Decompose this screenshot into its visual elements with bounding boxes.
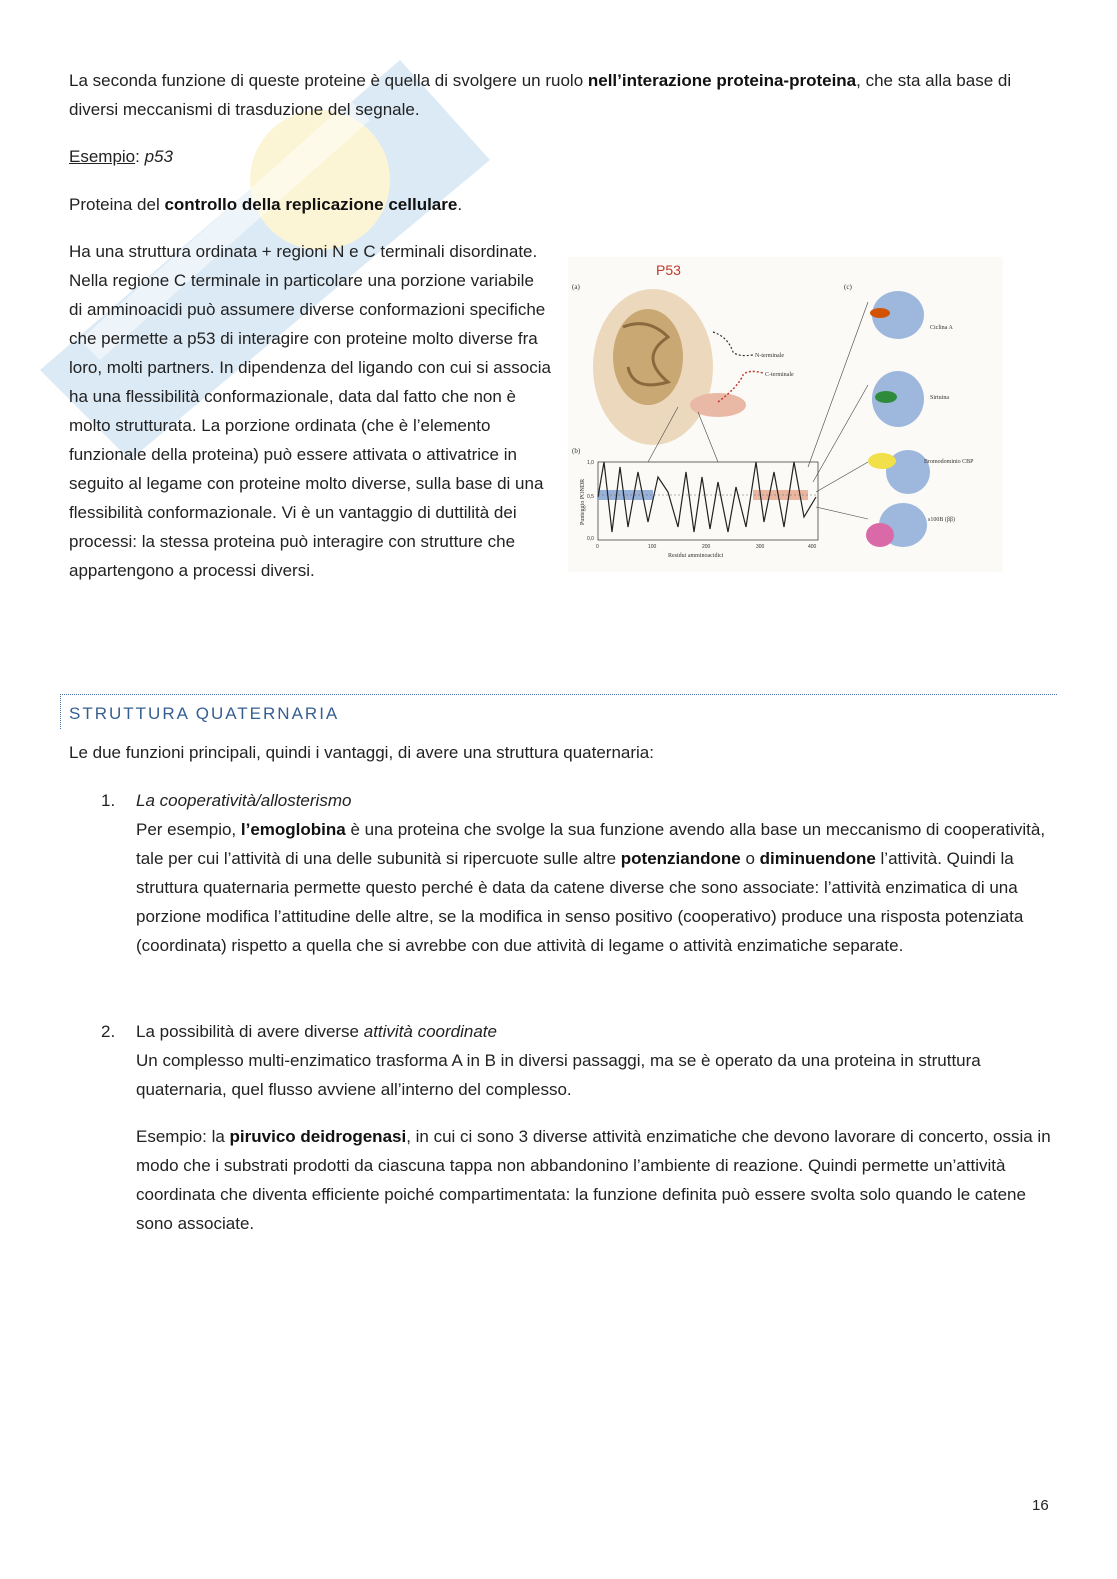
figure-label-b: (b) <box>572 447 581 455</box>
svg-text:Sirtuina: Sirtuina <box>930 395 949 401</box>
example-p53: Esempio: p53 <box>69 147 173 166</box>
item2-example: Esempio: la piruvico deidrogenasi, in cui ci sono 3 diverse attività enzimatiche che devono lavorare di concerto, ossia in modo che i substrati prodotti da ciascuna tappa non abbandonino l’ambiente di reazione. Quindi permette un’attività coordinata che diventa efficiente poiché compartimentata: la funzione definita può essere svolta solo quando le catene sono associate. <box>136 1127 1051 1233</box>
n-terminal-label: N-terminale <box>755 353 784 359</box>
y-tick-bottom: 0,0 <box>587 536 594 542</box>
x-axis-label: Residui amminoacidici <box>668 553 724 559</box>
svg-text:s100B (ββ): s100B (ββ) <box>928 517 955 523</box>
p53-figure <box>568 257 1003 572</box>
x-tick-0: 0 <box>596 544 599 550</box>
item2-body: Un complesso multi-enzimatico trasforma A in B in diversi passaggi, ma se è operato da una proteina in struttura quaternaria, quel flusso avviene all’interno del complesso. <box>136 1051 981 1099</box>
x-tick-400: 400 <box>808 544 817 550</box>
highlight-diminuendone: diminuendone <box>759 849 876 868</box>
list-number-1: 1. <box>101 791 116 810</box>
item1-title: La cooperatività/allosterismo <box>136 791 352 810</box>
x-tick-200: 200 <box>702 544 711 550</box>
highlight-emoglobina: l’emoglobina <box>240 820 346 839</box>
paragraph-replication: Proteina del controllo della replicazione cellulare. <box>69 195 463 214</box>
section-title: STRUTTURA QUATERNARIA <box>69 704 340 723</box>
y-tick-top: 1,0 <box>587 460 594 466</box>
x-tick-300: 300 <box>756 544 765 550</box>
paragraph-interaction: La seconda funzione di queste proteine è quella di svolgere un ruolo nell’interazione proteina-proteina, che sta alla base di diversi meccanismi di trasduzione del segnale. <box>69 71 1012 119</box>
intro-paragraph: Le due funzioni principali, quindi i vantaggi, di avere una struttura quaternaria: <box>69 743 654 762</box>
page-number: 16 <box>1032 1497 1049 1514</box>
list-number-2: 2. <box>101 1022 116 1041</box>
y-axis-label: Punteggio PONDR <box>580 478 586 525</box>
item2-title: La possibilità di avere diverse attività coordinate <box>136 1022 497 1041</box>
section-header <box>60 694 1057 729</box>
item1-body: Per esempio, l’emoglobina è una proteina che svolge la sua funzione avendo alla base un meccanismo di cooperatività, tale per cui l’attività di una delle subunità si ripercuote sulle altre potenziandone o diminuendone l’attività. Quindi la struttura quaternaria permette questo perché è data da catene diverse che sono associate: l’attività enzimatica di una porzione modifica l’attitudine delle altre, se la modifica in senso positivo (cooperativo) produce una risposta potenziata (coordinata) rispetto a quella che si avrebbe con due attività di legame o attività enzimatiche separate. <box>136 820 1046 955</box>
x-tick-100: 100 <box>648 544 657 550</box>
figure-label-a: (a) <box>572 283 580 291</box>
y-tick-mid: 0,5 <box>587 494 594 500</box>
highlight-replication: controllo della replicazione cellulare <box>164 195 458 214</box>
figure-label-c: (c) <box>844 283 852 291</box>
highlight-potenziandone: potenziandone <box>620 849 741 868</box>
svg-text:Bromodominio CBP: Bromodominio CBP <box>924 459 974 465</box>
c-terminal-label: C-terminale <box>765 372 794 378</box>
highlight-piruvico: piruvico deidrogenasi <box>229 1127 407 1146</box>
highlight-interaction: nell’interazione proteina-proteina <box>587 71 857 90</box>
svg-text:Ciclina A: Ciclina A <box>930 325 953 331</box>
figure-title: P53 <box>656 262 681 278</box>
paragraph-p53-structure: Ha una struttura ordinata + regioni N e C terminali disordinate. Nella regione C terminale in particolare una porzione variabile di amminoacidi può assumere diverse conformazioni specifiche che permette a p53 di interagire con proteine molto diverse fra loro, molti partners. In dipendenza del ligando con cui si associa ha una flessibilità conformazionale, data dal fatto che non è molto strutturata. La porzione ordinata (che è l’elemento funzionale della proteina) può essere attivata o attivatrice in seguito al legame con proteine molto diverse, sulla base di una flessibilità conformazionale. Vi è un vantaggio di duttilità dei processi: la stessa proteina può interagire con strutture che appartengono a processi diversi. <box>69 242 551 580</box>
